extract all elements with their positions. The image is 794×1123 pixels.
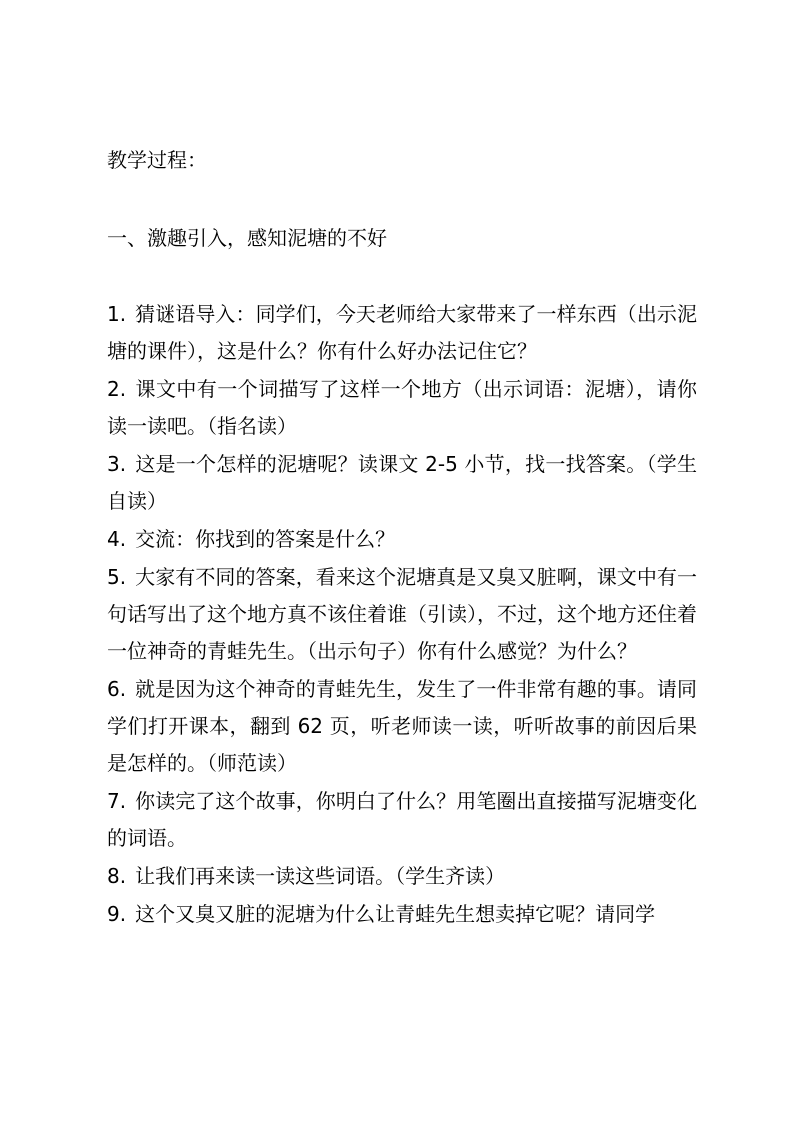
- item-text: 这个又臭又脏的泥塘为什么让青蛙先生想卖掉它呢？请同学: [135, 902, 656, 926]
- list-item: [107, 371, 697, 445]
- list-item: [107, 296, 697, 370]
- item-text: 课文中有一个词描写了这样一个地方（出示词语：泥塘），请你读一读吧。（指名读）: [107, 377, 697, 438]
- item-number: 5.: [107, 565, 127, 589]
- list-item: [107, 521, 697, 558]
- list-item: [107, 858, 697, 895]
- item-number: 4.: [107, 527, 127, 551]
- document-title: 教学过程：: [107, 148, 207, 172]
- section-heading: 一、激趣引入，感知泥塘的不好: [107, 226, 387, 250]
- item-text: 猜谜语导入：同学们，今天老师给大家带来了一样东西（出示泥塘的课件），这是什么？你有什么好办法记住它？: [107, 302, 697, 363]
- item-number: 6.: [107, 677, 127, 701]
- item-number: 8.: [107, 864, 127, 888]
- item-number: 2.: [107, 377, 127, 401]
- item-number: 3.: [107, 452, 127, 476]
- item-number: 7.: [107, 789, 127, 813]
- item-text: 就是因为这个神奇的青蛙先生，发生了一件非常有趣的事。请同学们打开课本，翻到 62 页，听老师读一读，听听故事的前因后果是怎样的。（师范读）: [107, 677, 697, 775]
- list-item: [107, 783, 697, 857]
- list-item: [107, 671, 697, 782]
- list-item: [107, 896, 697, 933]
- list-item: [107, 446, 697, 520]
- item-text: 大家有不同的答案，看来这个泥塘真是又臭又脏啊，课文中有一句话写出了这个地方真不该住着谁（引读），不过，这个地方还住着一位神奇的青蛙先生。（出示句子）你有什么感觉？为什么？: [107, 565, 697, 663]
- item-text: 交流：你找到的答案是什么？: [135, 527, 396, 551]
- item-text: 这是一个怎样的泥塘呢？读课文 2-5 小节，找一找答案。（学生自读）: [107, 452, 697, 513]
- item-text: 让我们再来读一读这些词语。（学生齐读）: [135, 864, 506, 888]
- step-list: [107, 296, 697, 934]
- item-text: 你读完了这个故事，你明白了什么？用笔圈出直接描写泥塘变化的词语。: [107, 789, 697, 850]
- item-number: 9.: [107, 902, 127, 926]
- list-item: [107, 559, 697, 670]
- item-number: 1.: [107, 302, 127, 326]
